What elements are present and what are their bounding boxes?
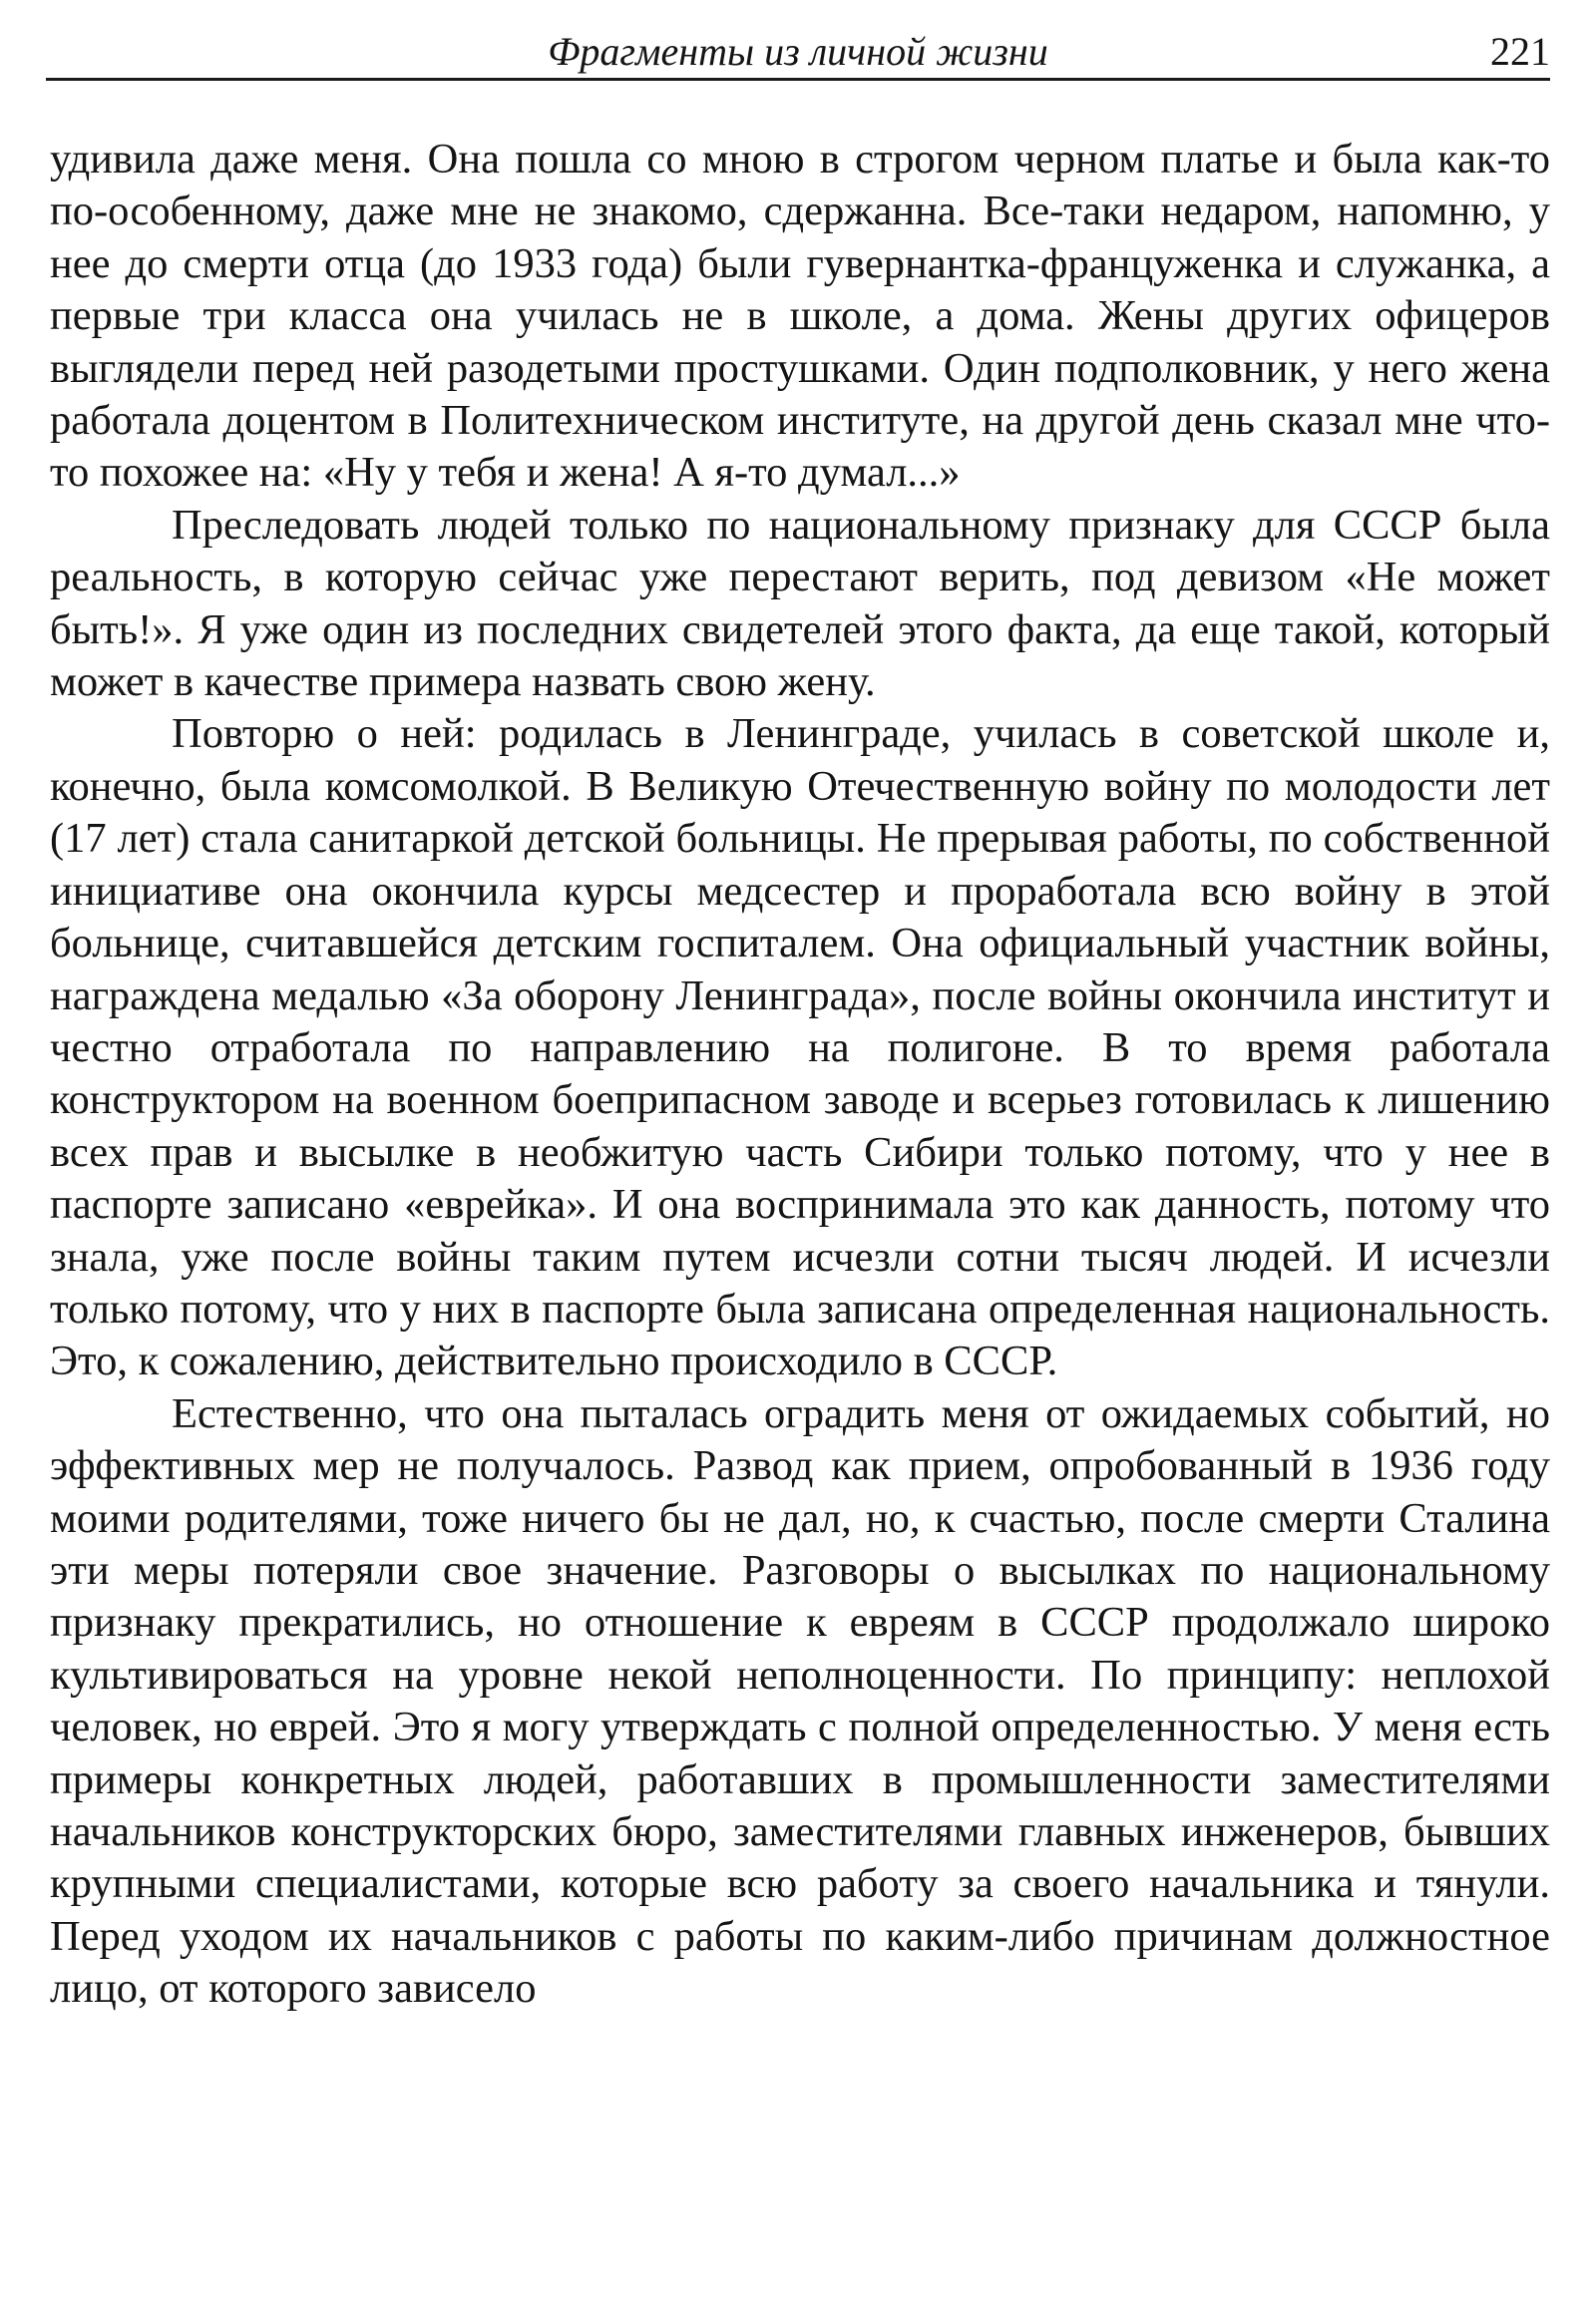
- paragraph: Повторю о ней: родилась в Ленинграде, училась в советской школе и, конечно, была комсомолкой. В Великую Отечественную войну по молодости лет (17 лет) стала санитаркой детской больницы. Не прерывая работы, по собственной инициативе она окончила курсы медсестер и проработала всю войну в этой больнице, считавшейся детским госпиталем. Она официальный участник войны, награждена медалью «За оборону Ленинграда», после войны окончила институт и честно отработала по направлению на полигоне. В то время работала конструктором на военном боеприпасном заводе и всерьез готовилась к лишению всех прав и высылке в необжитую часть Сибири только потому, что у нее в паспорте записано «еврейка». И она воспринимала это как данность, потому что знала, уже после войны таким путем исчезли сотни тысяч людей. И исчезли только потому, что у них в паспорте была записана определенная национальность. Это, к сожалению, действительно происходило в СССР.: [50, 710, 1550, 1385]
- paragraph: Естественно, что она пыталась оградить меня от ожидаемых событий, но эффективных мер не получалось. Развод как прием, опробованный в 1936 году моими родителями, тоже ничего бы не дал, но, к счастью, после смерти Сталина эти меры потеряли свое значение. Разговоры о высылках по национальному признаку прекратились, но отношение к евреям в СССР продолжало широко культивироваться на уровне некой неполноценности. По принципу: неплохой человек, но еврей. Это я могу утверждать с полной определенностью. У меня есть примеры конкретных людей, работавших в промышленности заместителями начальников конструкторских бюро, заместителями главных инженеров, бывших крупными специалистами, которые всю работу за своего начальника и тянули. Перед уходом их начальников с работы по каким-либо причинам должностное лицо, от которого зависело: [50, 1389, 1550, 2013]
- body-text: [50, 134, 1550, 2016]
- paragraph: Преследовать людей только по национальному признаку для СССР была реальность, в которую сейчас уже перестают верить, под девизом «Не может быть!». Я уже один из последних свидетелей этого факта, да еще такой, который может в качестве примера назвать свою жену.: [50, 501, 1550, 706]
- page-header: [46, 20, 1550, 81]
- running-title: Фрагменты из личной жизни: [548, 29, 1048, 74]
- page-number: 221: [1490, 29, 1550, 74]
- paragraph: удивила даже меня. Она пошла со мною в строгом черном платье и была как-то по-особенному, даже мне не знакомо, сдержанна. Все-таки недаром, напомню, у нее до смерти отца (до 1933 года) были гувернантка-француженка и служанка, а первые три класса она училась не в школе, а дома. Жены других офицеров выглядели перед ней разодетыми простушками. Один подполковник, у него жена работала доцентом в Политехническом институте, на другой день сказал мне что-то похожее на: «Ну у тебя и жена! А я-то думал...»: [50, 136, 1550, 497]
